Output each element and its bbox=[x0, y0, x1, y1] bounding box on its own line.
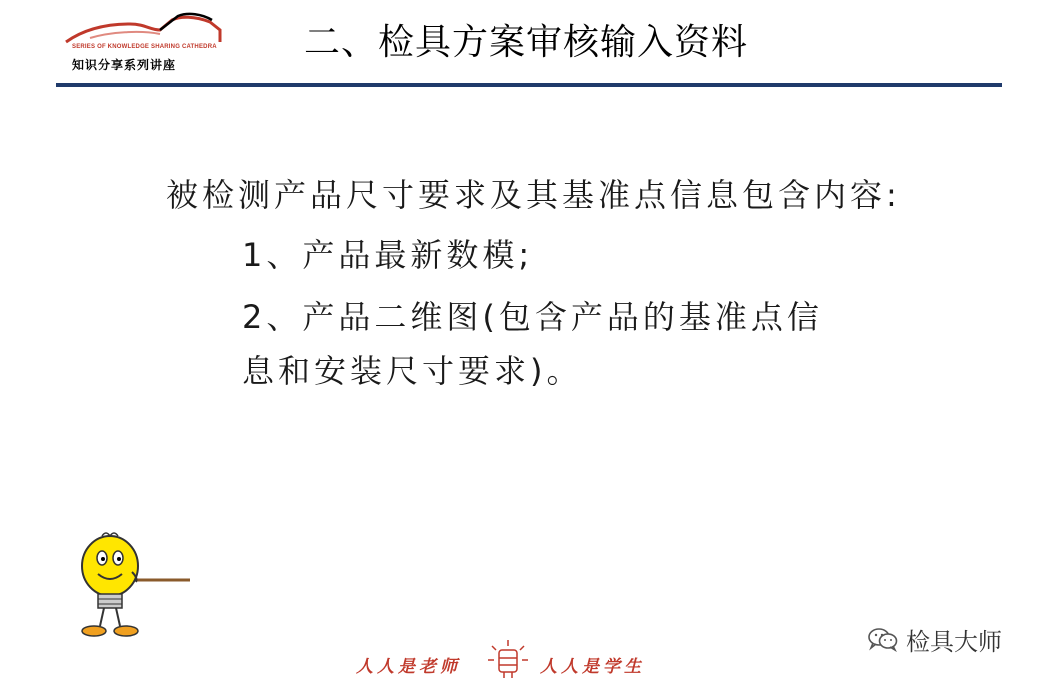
intro-text: 被检测产品尺寸要求及其基准点信息包含内容: bbox=[166, 176, 901, 214]
list-item-2-line-1: 2、产品二维图(包含产品的基准点信 bbox=[242, 298, 823, 336]
header-divider bbox=[56, 83, 1002, 87]
motto-left: 人人是老师 bbox=[356, 657, 461, 677]
page-title: 二、检具方案审核输入资料 bbox=[304, 22, 749, 63]
wechat-icon bbox=[868, 626, 898, 652]
list-item-1: 1、产品最新数模; bbox=[242, 236, 534, 274]
brand-logo bbox=[60, 8, 230, 74]
car-silhouette-logo-icon bbox=[60, 8, 230, 48]
logo-series-text: SERIES OF KNOWLEDGE SHARING CATHEDRA bbox=[72, 44, 217, 50]
list-item-2-line-2: 息和安装尺寸要求)。 bbox=[242, 352, 583, 390]
wechat-watermark bbox=[868, 622, 1002, 656]
logo-cn-text: 知识分享系列讲座 bbox=[72, 58, 177, 72]
motto-right: 人人是学生 bbox=[540, 657, 645, 677]
lantern-icon bbox=[486, 638, 530, 682]
lightbulb-mascot-icon bbox=[72, 528, 197, 643]
wechat-account-name: 检具大师 bbox=[906, 627, 1002, 656]
